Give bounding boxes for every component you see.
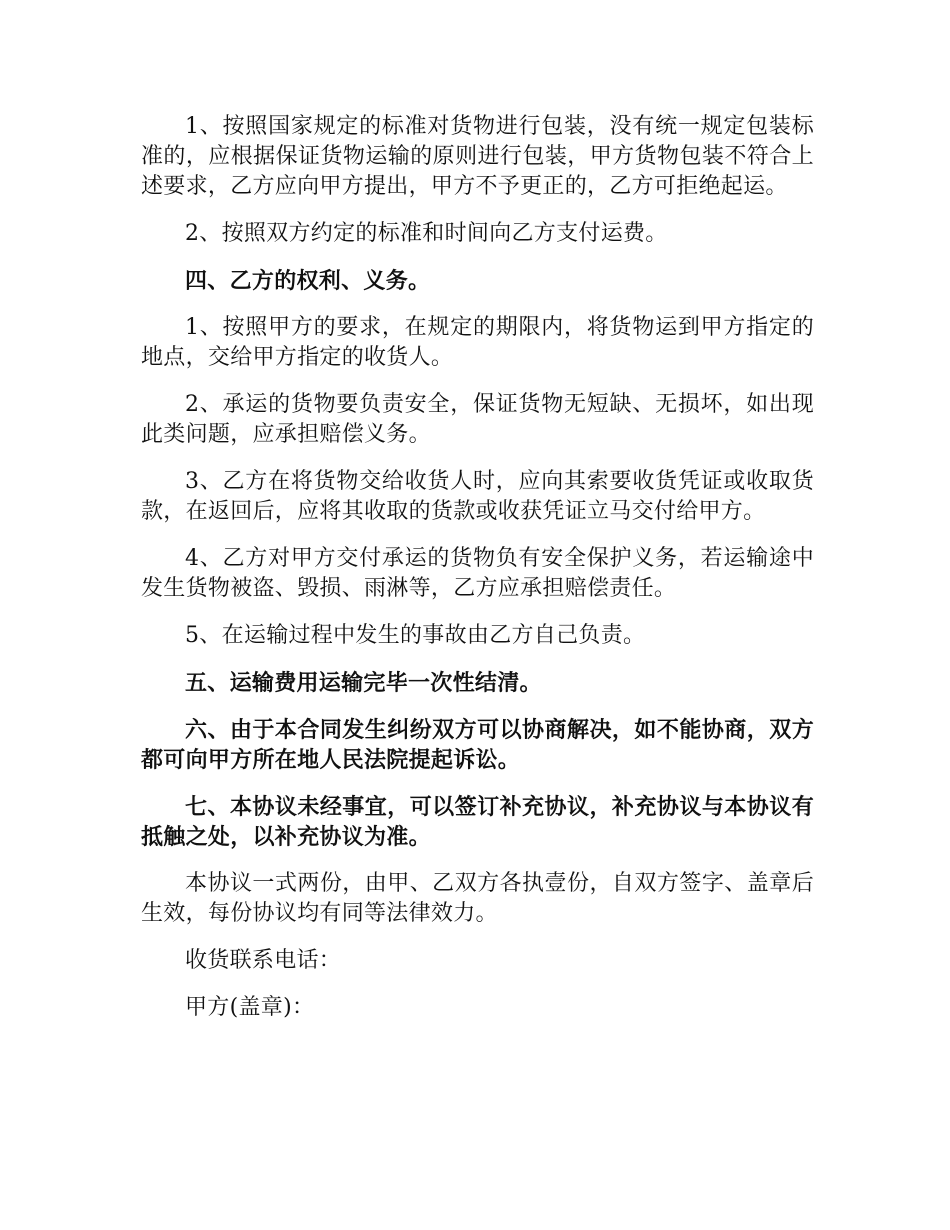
section-heading-fee-settlement: 五、运输费用运输完毕一次性结清。 xyxy=(185,670,542,696)
clause-payment: 2、按照双方约定的标准和时间向乙方支付运费。 xyxy=(185,221,668,246)
section-heading-dispute: 六、由于本合同发生纠纷双方可以协商解决，如不能协商，双方都可向甲方所在地人民法院提起诉讼。 xyxy=(141,717,814,773)
contact-phone-line: 收货联系电话： xyxy=(185,948,342,973)
clause-packaging: 1、按照国家规定的标准对货物进行包装，没有统一规定包装标准的，应根据保证货物运输的原则进行包装，甲方货物包装不符合上述要求，乙方应向甲方提出，甲方不予更正的，乙方可拒绝起运。 xyxy=(141,114,814,199)
party-a-seal-line: 甲方(盖章)： xyxy=(185,995,315,1020)
clause-delivery: 1、按照甲方的要求，在规定的期限内，将货物运到甲方指定的地点，交给甲方指定的收货人。 xyxy=(141,315,814,370)
clause-protection-duty: 4、乙方对甲方交付承运的货物负有安全保护义务，若运输途中发生货物被盗、毁损、雨淋等，乙方应承担赔偿责任。 xyxy=(141,546,814,601)
section-heading-party-b-rights: 四、乙方的权利、义务。 xyxy=(185,268,431,294)
clause-cargo-safety: 2、承运的货物要负责安全，保证货物无短缺、无损坏，如出现此类问题，应承担赔偿义务。 xyxy=(141,392,814,447)
clause-accident-liability: 5、在运输过程中发生的事故由乙方自己负责。 xyxy=(185,623,646,648)
clause-copies-validity: 本协议一式两份，由甲、乙双方各执壹份，自双方签字、盖章后生效，每份协议均有同等法律效力。 xyxy=(141,871,814,926)
section-heading-supplementary: 七、本协议未经事宜，可以签订补充协议，补充协议与本协议有抵触之处，以补充协议为准。 xyxy=(141,794,814,850)
clause-receipt-collection: 3、乙方在将货物交给收货人时，应向其索要收货凭证或收取货款，在返回后，应将其收取的货款或收获凭证立马交付给甲方。 xyxy=(141,469,814,524)
